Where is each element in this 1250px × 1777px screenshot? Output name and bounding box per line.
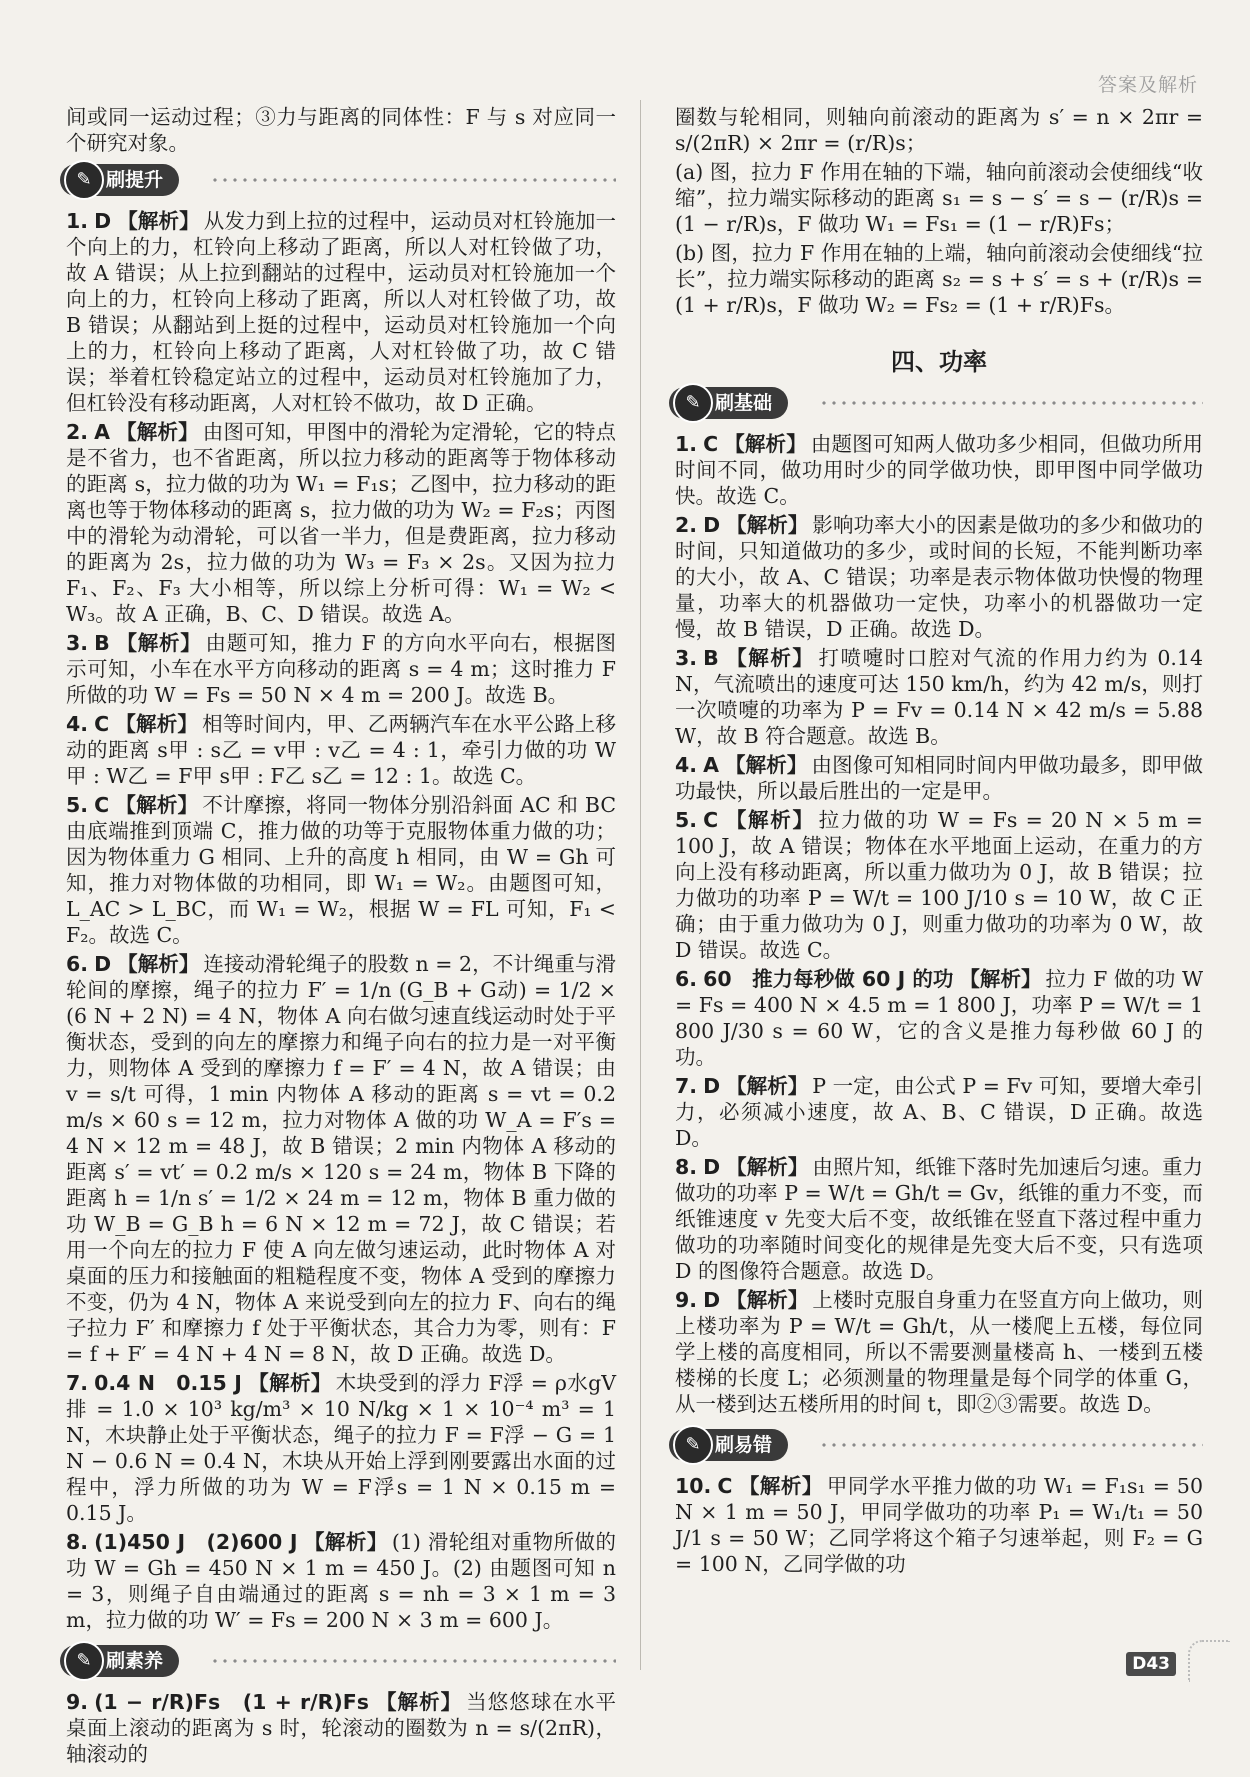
answer-text: 由图像可知相同时间内甲做功最多，即甲做功最快，所以最后胜出的一定是甲。 bbox=[675, 753, 1204, 803]
answer-text: 从发力到上拉的过程中，运动员对杠铃施加一个向上的力，杠铃向上移动了距离，所以人对杠铃做了功，故 A 错误；从上拉到翻站的过程中，运动员对杠铃施加一个向上的力，杠铃向上移动了距离，所以人对杠铃做了功，故 B 错误；从翻站到上挺的过程中，运动员对杠铃施加一个向上的力，杠铃向上移动了距离，人对杠铃做了功，故 C 错误；举着杠铃稳定站立的过程中，运动员对杠铃施加了力，但杠铃没有移动距离，人对杠铃不做功，故 D 正确。 bbox=[66, 209, 617, 415]
book-icon: ✎ bbox=[64, 1641, 104, 1681]
answer-num: 2. bbox=[66, 420, 89, 444]
answer-text: 由题可知，推力 F 的方向水平向右，根据图示可知，小车在水平方向移动的距离 s = 4 m；这时推力 F 所做的功 W = Fs = 50 N × 4 m = 200 J。故选 B。 bbox=[66, 631, 616, 707]
right-column bbox=[675, 104, 1203, 1580]
answer-item bbox=[675, 431, 1203, 509]
answer-item bbox=[675, 645, 1203, 749]
section-title: 四、功率 bbox=[891, 348, 987, 376]
answer-num: 5. bbox=[66, 793, 89, 817]
answer-tag: 【解析】 bbox=[115, 793, 199, 817]
badge-row-su-yang bbox=[60, 1643, 616, 1683]
answer-tag: 【解析】 bbox=[726, 513, 809, 537]
badge-row-yi-cuo bbox=[669, 1427, 1203, 1467]
answer-ans: B bbox=[703, 646, 719, 670]
answer-item: 9. (1 − r/R)Fs (1 + r/R)Fs 【解析】 当悠悠球在水平桌面上滚动的距离为 s 时，轮滚动的圈数为 n = s/(2πR)，轴滚动的 bbox=[66, 1690, 617, 1766]
answer-text: 相等时间内，甲、乙两辆汽车在水平公路上移动的距离 s甲 : s乙 = v甲 : v乙 = 4 : 1，牵引力做的功 W甲 : W乙 = F甲 s甲 : F乙 s乙 = 12 : 1。故选 C。 bbox=[66, 712, 617, 788]
answer-text: (1) 滑轮组对重物所做的功 W = Gh = 450 N × 1 m = 450 J。(2) 由题图可知 n = 3，则绳子自由端通过的距离 s = nh = 3 × 1 m = 3 m，拉力做的功 W′ = Fs = 200 N × 3 m = 600 J。 bbox=[66, 1530, 616, 1632]
answer-item bbox=[675, 752, 1203, 804]
answer-item bbox=[675, 512, 1203, 642]
answer-ans: D bbox=[703, 1074, 721, 1098]
page-number: D43 bbox=[1126, 1652, 1176, 1676]
answer-ans: 0.4 N 0.15 J bbox=[94, 1371, 242, 1395]
answer-text: 木块受到的浮力 F浮 = ρ水gV排 = 1.0 × 10³ kg/m³ × 10 N/kg × 1 × 10⁻⁴ m³ = 1 N，木块静止处于平衡状态，绳子的拉力 F = F浮 − G = 1 N − 0.6 N = 0.4 N，木块从开始上浮到刚要露出水面的过程中，浮力所做的功为 W = F浮s = 1 N × 0.15 m = 0.15 J。 bbox=[66, 1371, 616, 1525]
answer-num: 7. bbox=[66, 1371, 89, 1395]
answer-item bbox=[66, 1529, 616, 1633]
left-intro: 间或同一运动过程；③力与距离的同体性：F 与 s 对应同一个研究对象。 bbox=[66, 105, 616, 155]
answer-num: 7. bbox=[675, 1074, 698, 1098]
answer-text: 上楼时克服自身重力在竖直方向上做功，则上楼功率为 P = W/t = Gh/t，从一楼爬上五楼，每位同学上楼的高度相同，所以不需要测量楼高 h、一楼到五楼楼梯的长度 L；必须测量的物理量是每个同学的体重 G，从一楼到达五楼所用的时间 t，即②③需要。故选 D。 bbox=[675, 1288, 1204, 1416]
answer-item bbox=[66, 419, 616, 627]
answer-num: 6. bbox=[66, 952, 89, 976]
item9-continuation: 圈数与轮相同，则轴向前滚动的距离为 s′ = n × 2πr = s/(2πR) × 2πr = (r/R)s； bbox=[675, 105, 1203, 155]
dotted-rule bbox=[210, 178, 616, 182]
answer-tag: 【解析】 bbox=[117, 952, 200, 976]
answer-text: 连接动滑轮绳子的股数 n = 2，不计绳重与滑轮间的摩擦，绳子的拉力 F′ = 1/n (G_B + G动) = 1/2 × (6 N + 2 N) = 4 N，物体 A 向右做匀速直线运动时处于平衡状态，受到的向左的摩擦力和绳子向右的拉力是一对平衡力，则物体 A 受到的摩擦力 f = F′ = 4 N，故 A 错误；由 v = s/t 可得，1 min 内物体 A 移动的距离 s = vt = 0.2 m/s × 60 s = 12 m，拉力对物体 A 做的功 W_A = F′s = 4 N × 12 m = 48 J，故 B 错误；2 min 内物体 A 移动的距离 s′ = vt′ = 0.2 m/s × 120 s = 24 m，物体 B 下降的距离 h = 1/n s′ = 1/2 × 24 m = 12 m，物体 B 重力做的功 W_B = G_B h = 6 N × 12 m = 72 J，故 C 错误；若用一个向左的拉力 F 使 A 向左做匀速运动，此时物体 A 对桌面的压力和接触面的粗糙程度不变，物体 A 受到的摩擦力不变，仍为 4 N，物体 A 来说受到向左的拉力 F、向右的绳子拉力 F′ 和摩擦力 f 处于平衡状态，其合力为零，则有：F = f + F′ = 4 N + 4 N = 8 N，故 D 正确。故选 D。 bbox=[66, 952, 616, 1366]
answer-ans: D bbox=[94, 952, 112, 976]
dotted-rule bbox=[210, 1659, 616, 1663]
section-badge: ✎ 刷易错 bbox=[669, 1429, 788, 1461]
answer-num: 1. bbox=[66, 209, 89, 233]
answer-item bbox=[66, 1370, 616, 1526]
answer-num: 8. bbox=[66, 1530, 89, 1554]
answer-tag: 【解析】 bbox=[303, 1530, 388, 1554]
item9-continuation: (a) 图，拉力 F 作用在轴的下端，轴向前滚动会使细线“收缩”，拉力端实际移动的距离 s₁ = s − s′ = s − (r/R)s = (1 − r/R)s，F 做功 W₁ = Fs₁ = (1 − r/R)Fs； bbox=[675, 160, 1203, 236]
answer-num: 6. bbox=[675, 967, 698, 991]
dotted-rule bbox=[819, 401, 1203, 405]
answer-ans: C bbox=[94, 712, 110, 736]
answer-text: 由图可知，甲图中的滑轮为定滑轮，它的特点是不省力，也不省距离，所以拉力移动的距离等于物体移动的距离 s，拉力做的功为 W₁ = F₁s；乙图中，拉力移动的距离也等于物体移动的距离 s，拉力做的功为 W₂ = F₂s；丙图中的滑轮为动滑轮，可以省一半力，但是费距离，拉力移动的距离为 2s，拉力做的功为 W₃ = F₃ × 2s。又因为拉力 F₁、F₂、F₃ 大小相等，所以综上分析可得：W₁ = W₂ < W₃。故 A 正确，B、C、D 错误。故选 A。 bbox=[66, 420, 617, 626]
answer-ans: A bbox=[94, 420, 110, 444]
answer-ans: B bbox=[94, 631, 110, 655]
answer-item bbox=[66, 208, 616, 416]
answer-tag: 【解析】 bbox=[115, 420, 199, 444]
answer-text: 由题图可知两人做功多少相同，但做功所用时间不同，做功用时少的同学做功快，即甲图中同学做功快。故选 C。 bbox=[675, 432, 1204, 508]
book-icon: ✎ bbox=[673, 1425, 713, 1465]
answer-text: 拉力 F 做的功 W = Fs = 400 N × 4.5 m = 1 800 J，功率 P = W/t = 1 800 J/30 s = 60 W，它的含义是推力每秒做 60 J 的功。 bbox=[675, 967, 1204, 1069]
answer-item bbox=[675, 966, 1203, 1070]
answer-tag: 【解析】 bbox=[724, 646, 815, 670]
answer-item bbox=[66, 630, 616, 708]
answer-num: 4. bbox=[675, 753, 698, 777]
answer-num: 4. bbox=[66, 712, 89, 736]
answer-tag: 【解析】 bbox=[115, 631, 202, 655]
answer-text: 不计摩擦，将同一物体分别沿斜面 AC 和 BC 由底端推到顶端 C，推力做的功等于克服物体重力做的功；因为物体重力 G 相同、上升的高度 h 相同，由 W = Gh 可知，推力对物体做的功相同，即 W₁ = W₂。由题图可知，L_AC > L_BC，而 W₁ = W₂，根据 W = FL 可知，F₁ < F₂。故选 C。 bbox=[66, 793, 617, 947]
answer-ans: A bbox=[703, 753, 719, 777]
answer-num: 3. bbox=[66, 631, 89, 655]
answer-num: 1. bbox=[675, 432, 698, 456]
answer-tag: 【解析】 bbox=[726, 1288, 809, 1312]
answer-num: 9. bbox=[675, 1288, 698, 1312]
answer-tag: 【解析】 bbox=[724, 808, 815, 832]
answer-num: 3. bbox=[675, 646, 698, 670]
section-badge: ✎ 刷提升 bbox=[60, 164, 179, 196]
answer-text: P 一定，由公式 P = Fv 可知，要增大牵引力，必须减小速度，故 A、B、C 错误，D 正确。故选 D。 bbox=[675, 1074, 1204, 1150]
answer-ans: D bbox=[94, 209, 112, 233]
answer-tag: 【解析】 bbox=[247, 1371, 332, 1395]
answer-tag: 【解析】 bbox=[726, 1074, 809, 1098]
answer-tag: 【解析】 bbox=[724, 432, 807, 456]
badge-row-ti-sheng bbox=[60, 162, 616, 202]
answer-ans: (1)450 J (2)600 J bbox=[94, 1530, 298, 1554]
section-badge: ✎ 刷基础 bbox=[669, 387, 788, 419]
answer-ans: C bbox=[94, 793, 110, 817]
left-column bbox=[66, 104, 616, 1770]
section-badge: ✎ 刷素养 bbox=[60, 1645, 179, 1677]
answer-text: 由照片知，纸锥下落时先加速后匀速。重力做功的功率 P = W/t = Gh/t = Gv，纸锥的重力不变，而纸锥速度 v 先变大后不变，故纸锥在竖直下落过程中重力做功的功率随时间变化的规律是先变大后不变，只有选项 D 的图像符合题意。故选 D。 bbox=[675, 1155, 1204, 1283]
answer-num: 8. bbox=[675, 1155, 698, 1179]
answer-item bbox=[675, 1073, 1203, 1151]
answer-tag: 【解析】 bbox=[115, 712, 199, 736]
book-icon: ✎ bbox=[64, 160, 104, 200]
answer-text: 打喷嚏时口腔对气流的作用力约为 0.14 N，气流喷出的速度可达 150 km/h，约为 42 m/s，则打一次喷嚏的功率为 P = Fv = 0.14 N × 42 m/s = 5.88 W，故 B 符合题意。故选 B。 bbox=[675, 646, 1204, 748]
answer-ans: 60 推力每秒做 60 J 的功 bbox=[703, 967, 954, 991]
badge-row-ji-chu bbox=[669, 385, 1203, 425]
header-title: 答案及解析 bbox=[1097, 74, 1198, 96]
answer-item bbox=[66, 792, 616, 948]
answer-tag: 【解析】 bbox=[724, 753, 808, 777]
answer-item bbox=[66, 951, 616, 1367]
page-corner-decoration bbox=[1188, 1640, 1230, 1682]
column-divider bbox=[640, 100, 641, 1670]
answer-ans: D bbox=[703, 1155, 721, 1179]
answer-num: 5. bbox=[675, 808, 698, 832]
answer-tag: 【解析】 bbox=[959, 967, 1042, 991]
answer-tag: 【解析】 bbox=[117, 209, 200, 233]
answer-text: 影响功率大小的因素是做功的多少和做功的时间，只知道做功的多少，或时间的长短，不能判断功率的大小，故 A、C 错误；功率是表示物体做功快慢的物理量，功率大的机器做功一定快，功率小的机器做功一定慢，故 B 错误，D 正确。故选 D。 bbox=[675, 513, 1204, 641]
answer-item: 10. C 【解析】 甲同学水平推力做的功 W₁ = F₁s₁ = 50 N × 1 m = 50 J，甲同学做功的功率 P₁ = W₁/t₁ = 50 J/1 s = 50 W；乙同学将这个箱子匀速举起，则 F₂ = G = 100 N，乙同学做的功 bbox=[675, 1474, 1203, 1576]
answer-item bbox=[675, 1287, 1203, 1417]
answer-num: 2. bbox=[675, 513, 698, 537]
answer-ans: C bbox=[703, 432, 719, 456]
answer-ans: C bbox=[703, 808, 719, 832]
answer-item bbox=[675, 1154, 1203, 1284]
answer-tag: 【解析】 bbox=[726, 1155, 809, 1179]
answer-item bbox=[675, 807, 1203, 963]
answer-ans: D bbox=[703, 1288, 721, 1312]
book-icon: ✎ bbox=[673, 383, 713, 423]
item9-continuation: (b) 图，拉力 F 作用在轴的上端，轴向前滚动会使细线“拉长”，拉力端实际移动的距离 s₂ = s + s′ = s + (r/R)s = (1 + r/R)s，F 做功 W₂ = Fs₂ = (1 + r/R)Fs。 bbox=[675, 241, 1203, 317]
answer-text: 拉力做的功 W = Fs = 20 N × 5 m = 100 J，故 A 错误；物体在水平地面上运动，在重力的方向上没有移动距离，所以重力做功为 0 J，故 B 错误；拉力做功的功率 P = W/t = 100 J/10 s = 10 W，故 C 正确；由于重力做功为 0 J，则重力做功的功率为 0 W，故 D 错误。故选 C。 bbox=[675, 808, 1203, 962]
answer-ans: D bbox=[703, 513, 721, 537]
dotted-rule bbox=[819, 1443, 1203, 1447]
answer-item bbox=[66, 711, 616, 789]
